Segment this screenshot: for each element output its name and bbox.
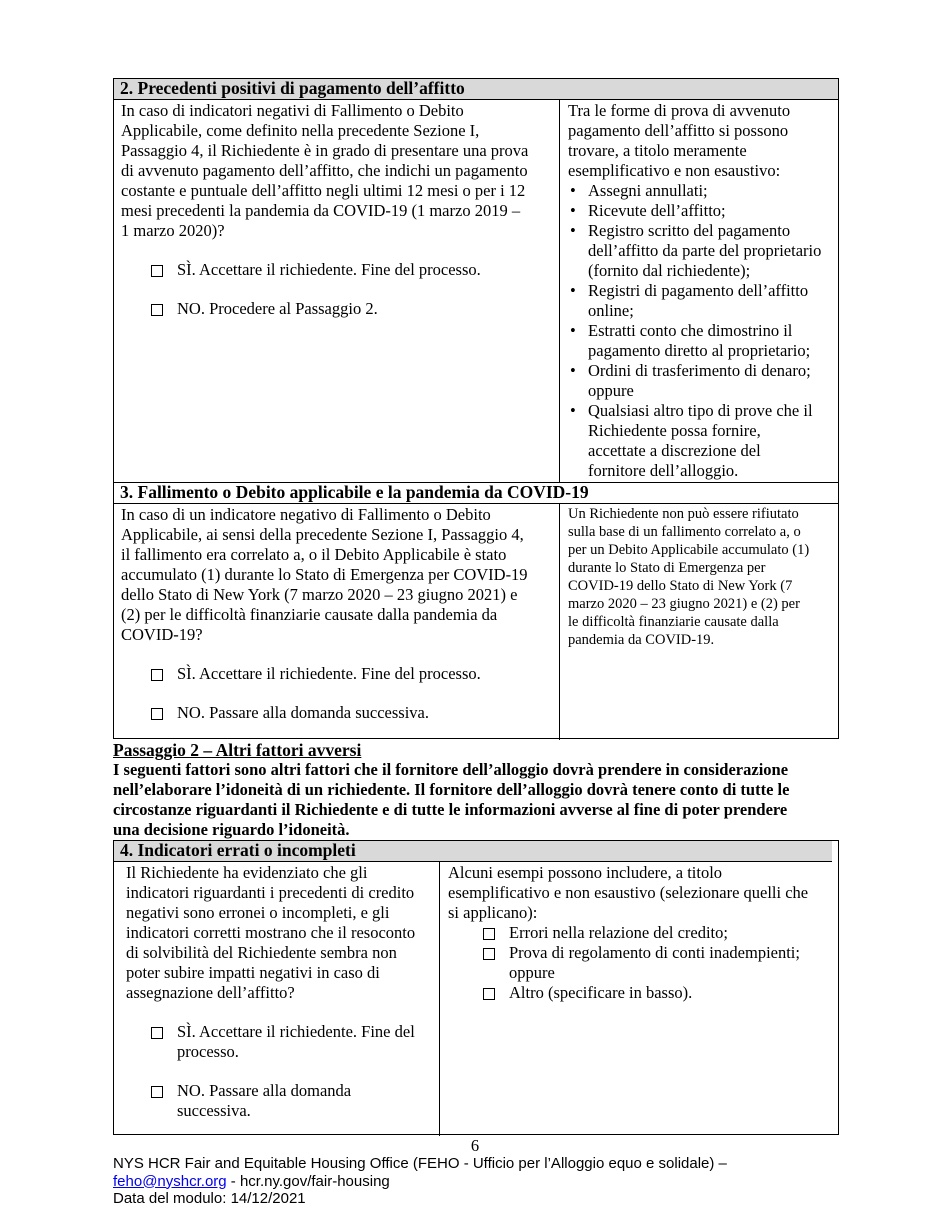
section-4-heading: 4. Indicatori errati o incompleti [114, 841, 832, 862]
section-2-examples-intro: Tra le forme di prova di avvenuto pagamento dell’affitto si possono trovare, a titolo meramente esemplificativo e non esaustivo: [568, 101, 791, 180]
email-link[interactable]: feho@nyshcr.org [113, 1172, 227, 1190]
option-label: Prova di regolamento di conti inadempienti; oppure [509, 943, 800, 982]
option-label: NO. Passare alla domanda successiva. [177, 703, 430, 722]
example-option-credit-errors[interactable] [483, 923, 832, 943]
option-label: NO. Passare alla domanda successiva. [177, 1081, 352, 1120]
section-2-table [113, 78, 839, 483]
section-3-heading: 3. Fallimento o Debito applicabile e la pandemia da COVID-19 [114, 483, 838, 504]
list-item: • Registri di pagamento dell’affitto online; [568, 281, 832, 321]
list-item: • Assegni annullati; [568, 181, 832, 201]
section-4-question-cell [114, 862, 440, 1136]
checkbox-icon[interactable] [151, 1027, 163, 1039]
section-2-question-cell [114, 100, 560, 484]
footer-date: Data del modulo: 14/12/2021 [113, 1190, 306, 1207]
section-2-heading: 2. Precedenti positivi di pagamento dell’affitto [114, 79, 838, 100]
section-3-option-yes[interactable] [151, 664, 553, 684]
section-4-examples-cell [440, 862, 838, 1136]
section-4-option-no[interactable] [151, 1081, 433, 1121]
section-3-table [113, 482, 839, 739]
section-4-examples-list [483, 923, 832, 1003]
footer-contact [113, 1173, 727, 1191]
section-3-question: In caso di un indicatore negativo di Fallimento o Debito Applicabile, ai sensi della precedente Sezione I, Passaggio 4, il fallimento era correlato a, o il Debito Applicabile è stato accumulato (1) durante lo Stato di Emergenza per COVID-19 dello Stato di New York (7 marzo 2020 – 23 giugno 2021) e (2) per le difficoltà finanziarie causate dalla pandemia da COVID-19? [121, 505, 528, 644]
checkbox-icon[interactable] [483, 948, 495, 960]
checkbox-icon[interactable] [151, 669, 163, 681]
section-2-option-yes[interactable] [151, 260, 553, 280]
checkbox-icon[interactable] [151, 304, 163, 316]
section-4-question: Il Richiedente ha evidenziato che gli indicatori riguardanti i precedenti di credito negativi sono erronei o incompleti, e gli indicatori corretti mostrano che il resoconto di solvibilità del Richiedente sembra non poter subire impatti negativi in caso di assegnazione dell’affitto? [126, 863, 416, 1002]
checkbox-icon[interactable] [151, 1086, 163, 1098]
footer-office: NYS HCR Fair and Equitable Housing Office (FEHO - Ufficio per l’Alloggio equo e solidale) – [113, 1155, 727, 1172]
section-2-examples-cell [560, 100, 838, 484]
checkbox-icon[interactable] [483, 988, 495, 1000]
checkbox-icon[interactable] [483, 928, 495, 940]
section-2-question: In caso di indicatori negativi di Fallimento o Debito Applicabile, come definito nella precedente Sezione I, Passaggio 4, il Richiedente è in grado di presentare una prova di avvenuto pagamento dell’affitto, che indichi un pagamento costante e puntuale dell’affitto negli ultimi 12 mesi o per i 12 mesi precedenti la pandemia da COVID-19 (1 marzo 2019 – 1 marzo 2020)? [121, 101, 529, 240]
list-item: • Registro scritto del pagamento dell’affitto da parte del proprietario (fornito dal richiedente); [568, 221, 832, 281]
section-3-option-no[interactable] [151, 703, 553, 723]
option-label: Errori nella relazione del credito; [509, 923, 728, 942]
step-2-intro: I seguenti fattori sono altri fattori che il fornitore dell’alloggio dovrà prendere in considerazione nell’elaborare l’idoneità di un richiedente. Il fornitore dell’alloggio dovrà tenere conto di tutte le circostanze riguardanti il Richiedente e di tutte le informazioni avverse al fine di poter prendere una decisione riguardo l’idoneità. [113, 760, 790, 839]
checkbox-icon[interactable] [151, 265, 163, 277]
example-option-settlement-proof[interactable] [483, 943, 832, 983]
list-item: • Ricevute dell’affitto; [568, 201, 832, 221]
option-label: Altro (specificare in basso). [509, 983, 693, 1002]
footer [113, 1155, 727, 1208]
list-item: • Ordini di trasferimento di denaro; oppure [568, 361, 832, 401]
option-label: SÌ. Accettare il richiedente. Fine del processo. [177, 260, 481, 279]
list-item: • Qualsiasi altro tipo di prove che il Richiedente possa fornire, accettate a discrezione del fornitore dell’alloggio. [568, 401, 832, 481]
step-2-block [113, 740, 839, 840]
step-2-title: Passaggio 2 – Altri fattori avversi [113, 740, 362, 760]
section-4-examples-intro: Alcuni esempi possono includere, a titolo esemplificativo e non esaustivo (selezionare quelli che si applicano): [448, 863, 809, 922]
option-label: SÌ. Accettare il richiedente. Fine del processo. [177, 664, 481, 683]
section-2-option-no[interactable] [151, 299, 553, 319]
section-3-question-cell [114, 504, 560, 740]
section-4-option-yes[interactable] [151, 1022, 433, 1062]
section-3-note-cell: Un Richiedente non può essere rifiutato sulla base di un fallimento correlato a, o per un Debito Applicabile accumulato (1) durante lo Stato di Emergenza per COVID-19 dello Stato di New York (7 marzo 2020 – 23 giugno 2021) e (2) per le difficoltà finanziarie causate dalla pandemia da COVID-19. [568, 506, 810, 648]
section-2-examples-list [568, 181, 832, 481]
list-item: • Estratti conto che dimostrino il pagamento diretto al proprietario; [568, 321, 832, 361]
option-label: NO. Procedere al Passaggio 2. [177, 299, 378, 318]
section-4-table [113, 840, 839, 1135]
option-label: SÌ. Accettare il richiedente. Fine del processo. [177, 1022, 415, 1061]
checkbox-icon[interactable] [151, 708, 163, 720]
example-option-other[interactable] [483, 983, 832, 1003]
page-number: 6 [470, 1136, 480, 1155]
website-text: - hcr.ny.gov/fair-housing [226, 1172, 390, 1190]
